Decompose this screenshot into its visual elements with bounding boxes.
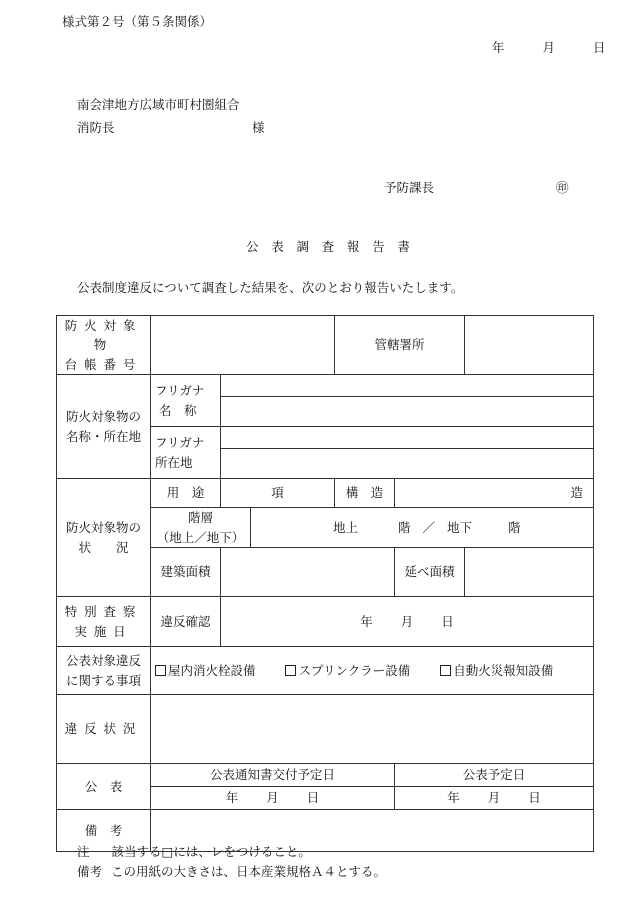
table-row	[57, 479, 594, 508]
violation-check-date[interactable]: 年 月 日	[221, 597, 594, 647]
floor-area-field[interactable]	[465, 548, 594, 597]
status-label: 防火対象物の 状 況	[57, 479, 151, 597]
publication-date-field[interactable]: 年 月 日	[395, 787, 594, 810]
violation-status-label: 違反状況	[57, 695, 151, 764]
use-label: 用 途	[151, 479, 221, 508]
ledger-number-field[interactable]	[151, 316, 335, 375]
checkbox-icon[interactable]	[155, 665, 166, 676]
table-row	[57, 597, 594, 647]
note-label: 注	[77, 844, 90, 859]
option-sprinkler[interactable]: スプリンクラー設備	[285, 661, 410, 680]
report-table	[56, 315, 594, 852]
use-value[interactable]: 項	[221, 479, 335, 508]
matters-label: 公表対象違反 に関する事項	[57, 647, 151, 695]
office-field[interactable]	[465, 316, 594, 375]
name-label-cell: フリガナ 名 称	[151, 375, 221, 427]
publication-label: 公 表	[57, 764, 151, 810]
addressee-title: 消防長	[77, 120, 115, 135]
floors-label: 階層 （地上／地下）	[151, 508, 251, 548]
name-address-label: 防火対象物の 名称・所在地	[57, 375, 151, 479]
note-text: 該当する□には、レをつけること。	[111, 844, 311, 859]
intro-text: 公表制度違反について調査した結果を、次のとおり報告いたします。	[77, 280, 464, 295]
option-indoor-hydrant[interactable]: 屋内消火栓設備	[155, 661, 256, 680]
notice-date-label: 公表通知書交付予定日	[151, 764, 395, 787]
remark-label: 備考	[77, 864, 103, 879]
address-furigana-field[interactable]	[221, 427, 594, 449]
table-row	[57, 764, 594, 787]
option-fire-alarm[interactable]: 自動火災報知設備	[440, 661, 553, 680]
building-area-label: 建築面積	[151, 548, 221, 597]
floors-value[interactable]: 地上 階 ／ 地下 階	[251, 508, 594, 548]
ledger-label: 防火対象物 台帳番号	[57, 316, 151, 375]
seal-mark: ㊞	[556, 180, 569, 195]
table-row	[57, 375, 594, 397]
remarks-label: 備 考	[57, 810, 151, 852]
matters-options	[151, 647, 594, 695]
table-row	[57, 695, 594, 764]
date-line	[492, 38, 605, 56]
table-row	[57, 647, 594, 695]
structure-label: 構 造	[335, 479, 395, 508]
form-number: 様式第２号（第５条関係）	[62, 14, 213, 29]
remark-line	[77, 862, 386, 880]
notice-date-field[interactable]: 年 月 日	[151, 787, 395, 810]
date-year: 年	[492, 40, 505, 55]
structure-value[interactable]: 造	[395, 479, 594, 508]
address-label-cell: フリガナ 所在地	[151, 427, 221, 479]
name-field[interactable]	[221, 397, 594, 427]
address-field[interactable]	[221, 449, 594, 479]
name-furigana-field[interactable]	[221, 375, 594, 397]
addressee-honorific: 様	[252, 120, 265, 135]
document-title: 公 表 調 査 報 告 書	[246, 239, 415, 254]
building-area-field[interactable]	[221, 548, 395, 597]
table-row	[57, 316, 594, 375]
sender-title: 予防課長	[384, 180, 435, 195]
violation-status-field[interactable]	[151, 695, 594, 764]
remark-text: この用紙の大きさは、日本産業規格Ａ４とする。	[111, 864, 387, 879]
addressee-org: 南会津地方広域市町村圏組合	[77, 97, 240, 112]
violation-check-label: 違反確認	[151, 597, 221, 647]
note-line	[77, 842, 311, 860]
inspection-label: 特別査察 実施日	[57, 597, 151, 647]
checkbox-icon[interactable]	[440, 665, 451, 676]
checkbox-icon[interactable]	[285, 665, 296, 676]
date-month: 月	[542, 40, 555, 55]
office-label: 管轄署所	[335, 316, 465, 375]
floor-area-label: 延べ面積	[395, 548, 465, 597]
publication-date-label: 公表予定日	[395, 764, 594, 787]
date-day: 日	[592, 40, 606, 55]
